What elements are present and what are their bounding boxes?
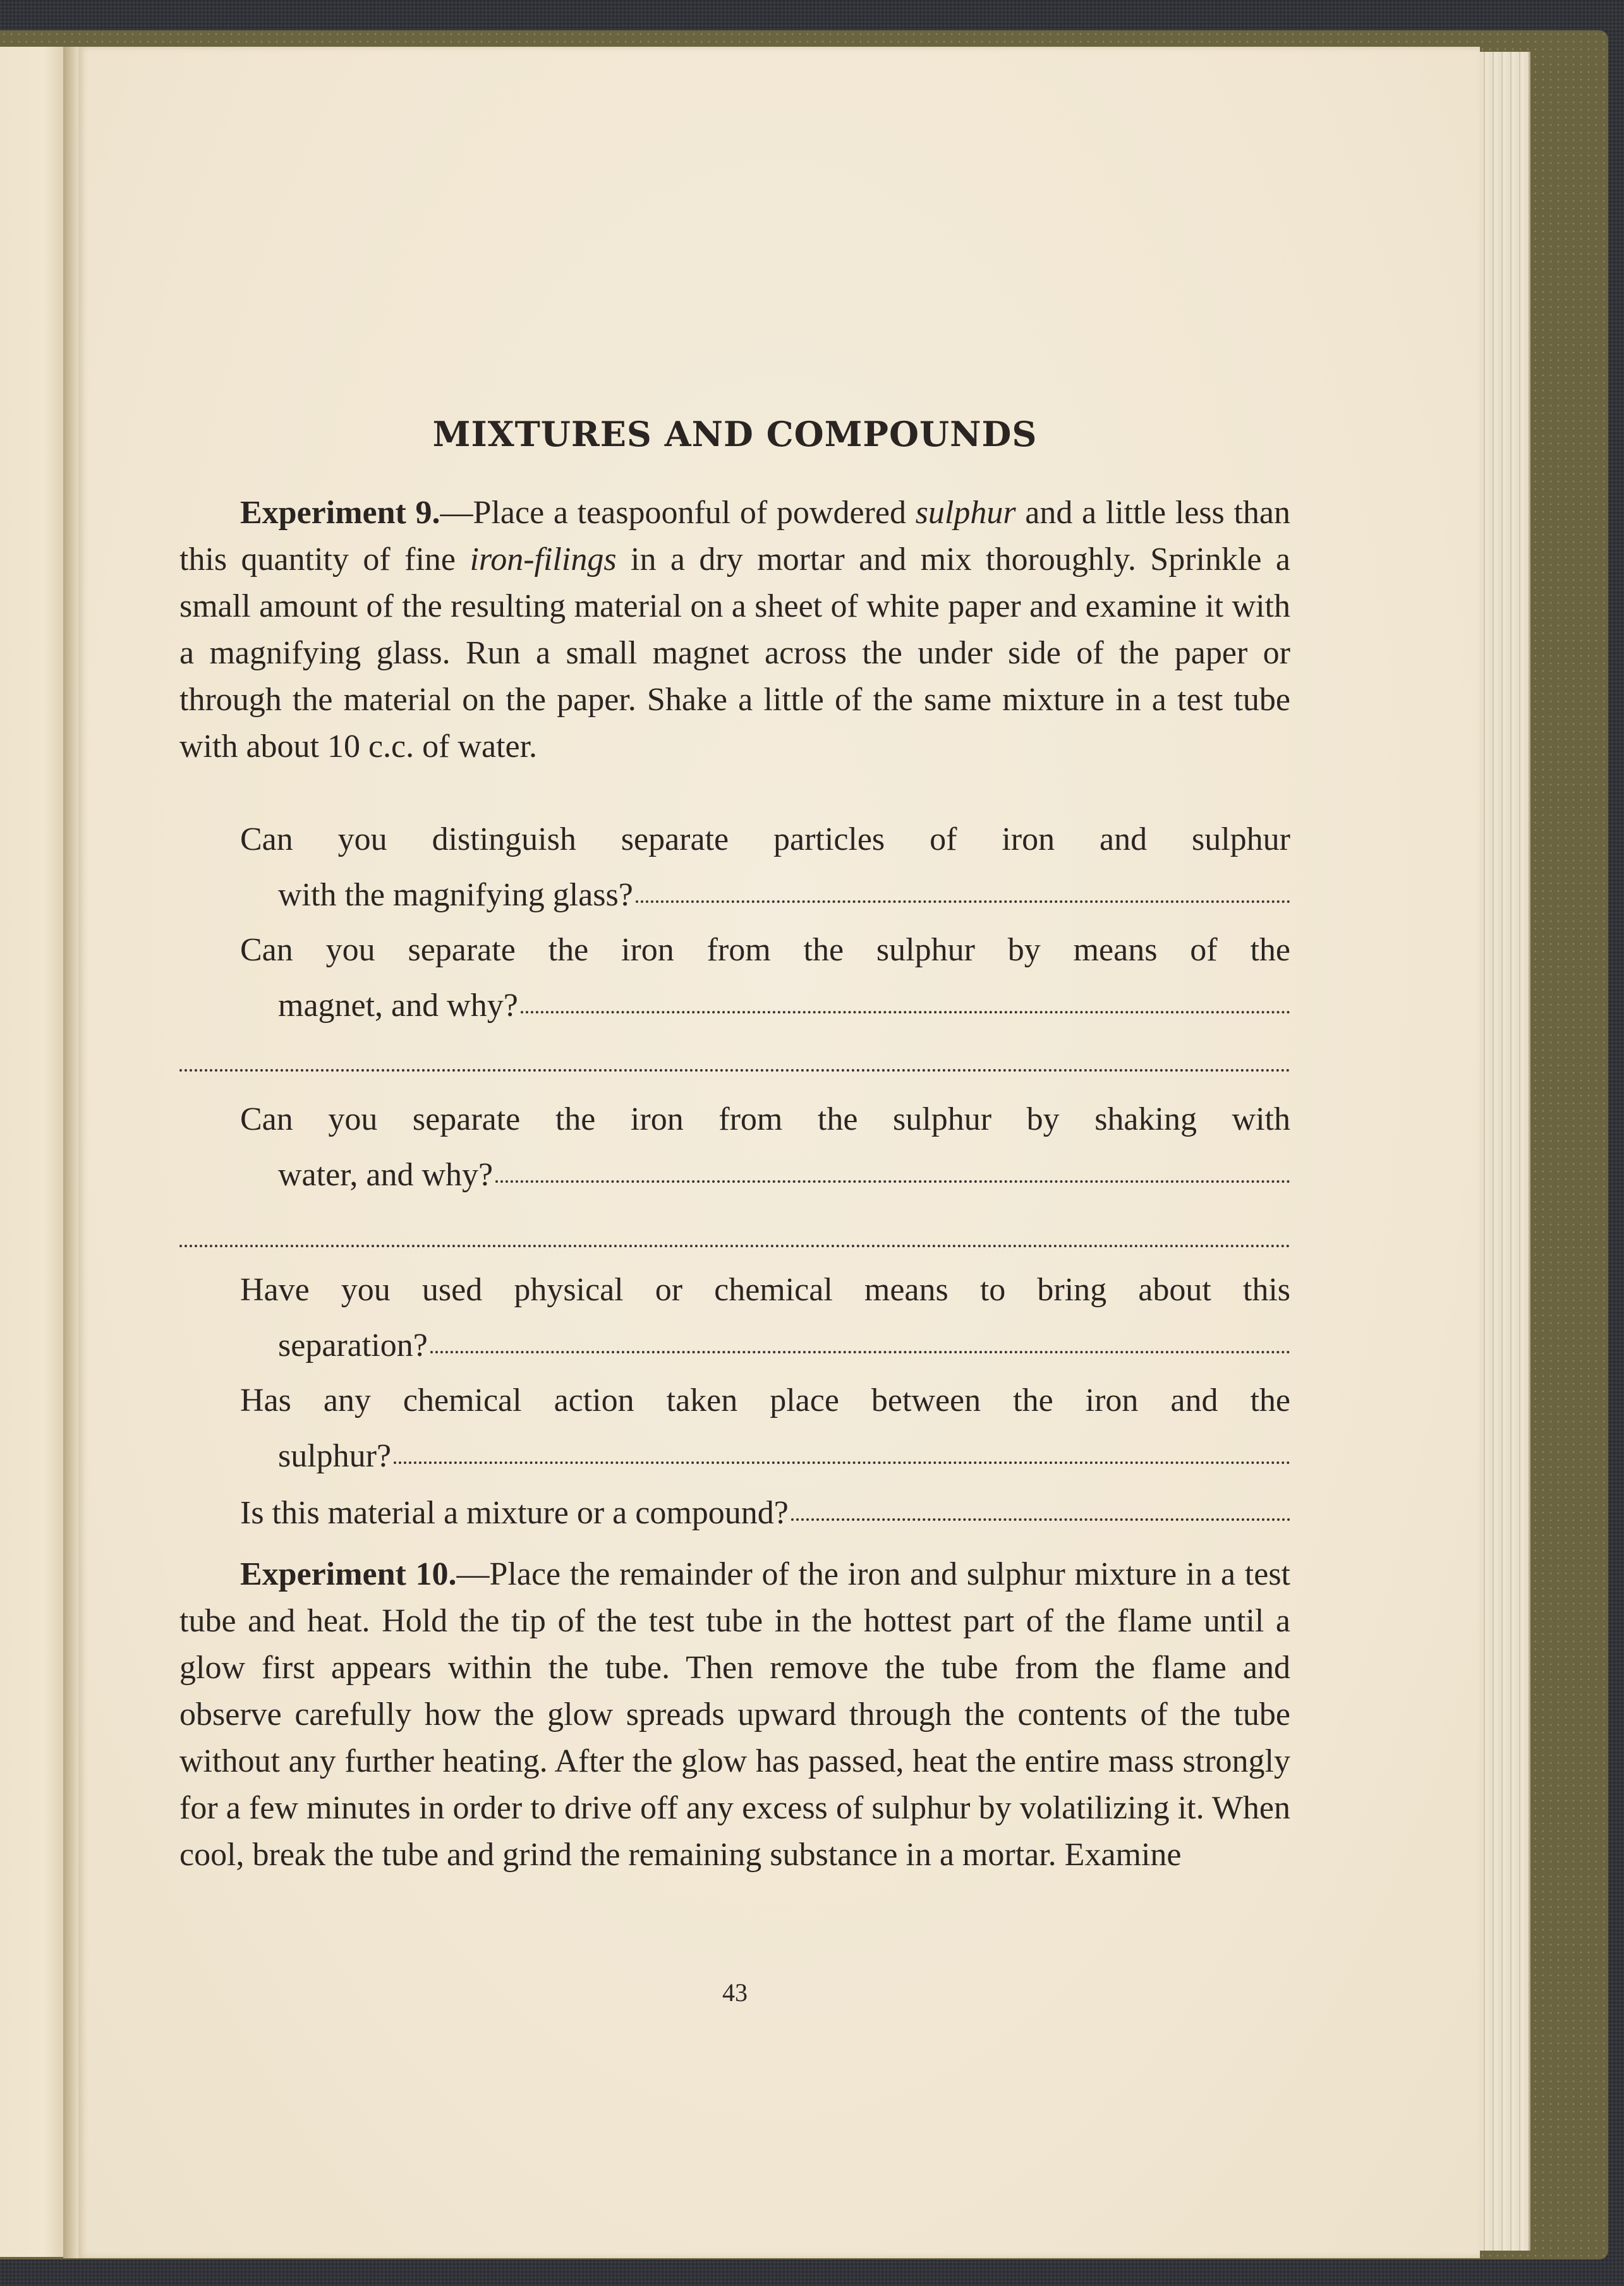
question-3: Can you separate the iron from the sulphur by shaking with water, and why? [240,1101,1290,1193]
experiment-10-paragraph: Experiment 10.—Place the remainder of the iron and sulphur mixture in a test tube and heat. Hold the tip of the test tube in the hottest part of the flame until a glow first appears within the tube. Then remove the tube from the flame and observe carefully how the glow spreads upward through the contents of the tube without any further heating. After the glow has passed, heat the entire mass strongly for a few minutes in order to drive off any excess of sulphur by volatilizing it. When cool, break the tube and grind the remaining substance in a mortar. Examine [179,1556,1291,1873]
question-1: Can you distinguish separate particles of iron and sulphur with the magnifying glass? [240,821,1290,913]
answer-blank-3-continued[interactable] [179,1245,1290,1247]
page-stack-edges [1480,52,1530,2251]
iron-filings-term: iron-filings [470,541,617,578]
answer-blank-1[interactable] [636,900,1290,903]
answer-blank-4[interactable] [430,1351,1290,1353]
answer-blank-2-continued[interactable] [179,1069,1290,1072]
answer-blank-5[interactable] [394,1461,1290,1464]
question-2: Can you separate the iron from the sulphur by means of the magnet, and why? [240,932,1290,1024]
page-number: 43 [722,1978,748,2007]
question-4: Have you used physical or chemical means to bring about this separation? [240,1272,1290,1364]
experiment-10-label: Experiment 10. [240,1556,457,1592]
question-5: Has any chemical action taken place between the iron and the sulphur? [240,1382,1290,1474]
answer-blank-2[interactable] [521,1011,1290,1013]
left-page-edge [0,47,64,2257]
answer-blank-3[interactable] [495,1180,1290,1183]
experiment-9-paragraph: Experiment 9.—Place a teaspoonful of powdered sulphur and a little less than this quantity of fine iron-filings in a dry mortar and mix thoroughly. Sprinkle a small amount of the resulting material on a sheet of white paper and examine it with a magnifying glass. Run a small magnet across the under side of the paper or through the material on the paper. Shake a little of the same mixture in a test tube with about 10 c.c. of water. [179,495,1291,765]
answer-blank-6[interactable] [791,1518,1290,1521]
question-6: Is this material a mixture or a compound? [179,1490,1290,1537]
page-title: MIXTURES AND COMPOUNDS [432,414,1038,454]
book-gutter [63,47,78,2258]
sulphur-term: sulphur [915,495,1016,531]
experiment-9-label: Experiment 9. [240,495,440,531]
